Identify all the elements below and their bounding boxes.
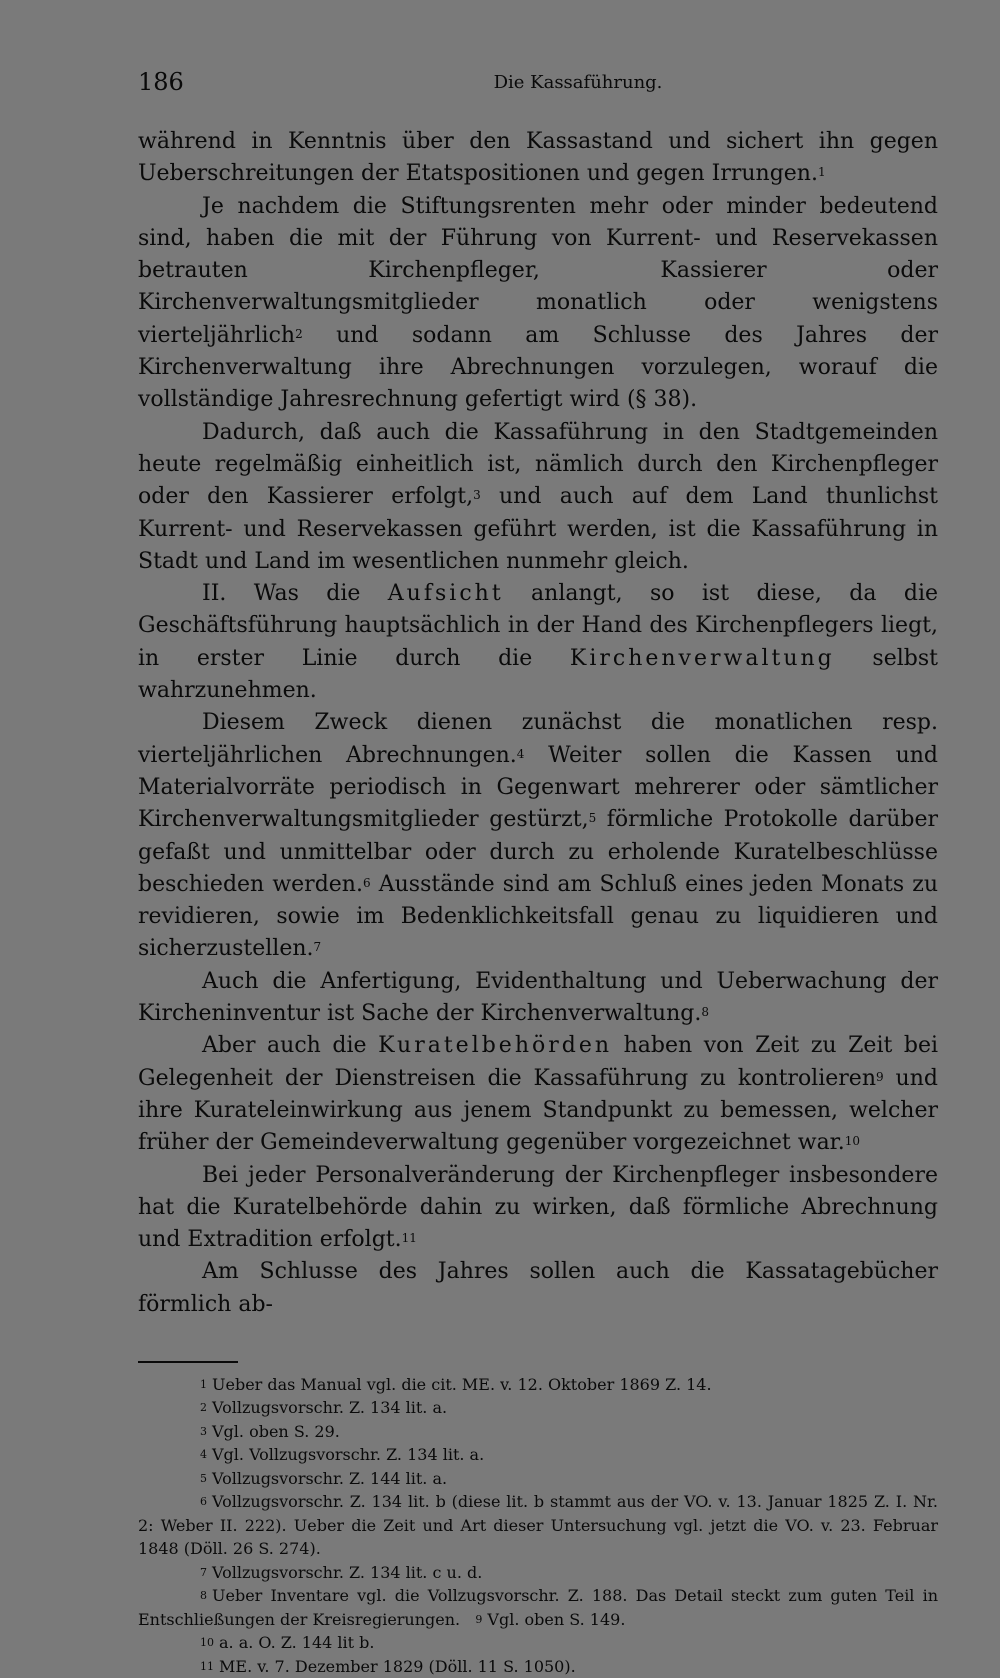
footnote: [138, 1373, 938, 1397]
footnote-text: Vollzugsvorschr. Z. 144 lit. a.: [212, 1468, 448, 1488]
body-text: [138, 126, 938, 1321]
text-segment: Je nachdem die Stiftungsrenten mehr oder minder bedeutend sind, haben die mit der Führung von Kurrent- und Reservekassen betrauten Kirchenpfleger, Kassierer oder Kirchenverwaltungsmitglieder monatlich oder wenigstens vierteljährlich: [138, 193, 938, 348]
text-segment: Dadurch, daß auch die Kassaführung in den Stadtgemeinden heute regelmäßig einheitlich ist, nämlich durch den Kirchenpfleger oder den Kassierer erfolgt,: [138, 419, 938, 510]
footnote-reference: 5: [588, 811, 597, 826]
text-segment: II. Was die: [202, 581, 388, 607]
footnote-text: Vgl. oben S. 29.: [212, 1421, 340, 1441]
footnote-text: Vollzugsvorschr. Z. 134 lit. b (diese lit. b stammt aus der VO. v. 13. Januar 1825 Z. I. Nr. 2: Weber II. 222). Ueber die Zeit und Art dieser Untersuchung vgl. jetzt die VO. v. 23. Februar 1848 (Döll. 26 S. 274).: [138, 1492, 938, 1559]
text-segment: Weiter sollen die Kassen und Materialvorräte periodisch in Gegenwart mehrerer oder sämtlicher Kirchenverwaltungsmitglieder gestürzt,: [138, 742, 938, 833]
footnote-text: Vgl. oben S. 149.: [487, 1609, 626, 1629]
footnote-reference: 2: [295, 326, 303, 341]
footnote-marker: 4: [200, 1448, 207, 1462]
footnote-text: Ueber das Manual vgl. die cit. ME. v. 12. Oktober 1869 Z. 14.: [212, 1374, 712, 1394]
footnote-marker: 5: [200, 1471, 207, 1485]
page-header: [138, 68, 938, 118]
paragraph: [138, 1030, 938, 1159]
paragraph: [138, 966, 938, 1031]
text-segment: Bei jeder Personalveränderung der Kirchenpfleger insbesondere hat die Kuratelbehörde dahin zu wirken, daß förmliche Abrechnung und Extradition erfolgt.: [138, 1162, 938, 1253]
running-head: Die Kassaführung.: [493, 72, 663, 93]
emphasized-text: Aufsicht: [387, 581, 504, 607]
text-segment: Auch die Anfertigung, Evidenthaltung und Ueberwachung der Kircheninventur ist Sache der Kirchenverwaltung.: [138, 968, 938, 1027]
footnote-text: Vollzugsvorschr. Z. 134 lit. a.: [212, 1398, 448, 1418]
footnote-text: Vollzugsvorschr. Z. 134 lit. c u. d.: [212, 1562, 483, 1582]
text-segment: Aber auch die: [202, 1033, 379, 1059]
emphasized-text: Kuratelbehörden: [378, 1033, 613, 1059]
text-segment: während in Kenntnis über den Kassastand und sichert ihn gegen Ueberschreitungen der Etatspositionen und gegen Irrungen.: [138, 129, 938, 187]
book-page: [138, 68, 938, 1678]
footnote-text: ME. v. 7. Dezember 1829 (Döll. 11 S. 1050).: [219, 1656, 576, 1676]
footnote: [138, 1631, 938, 1655]
text-segment: und sodann am Schlusse des Jahres der Kirchenverwaltung ihre Abrechnungen vorzulegen, worauf die vollständige Jahresrechnung gefertigt wird (§ 38).: [138, 322, 938, 413]
footnote-text: Vgl. Vollzugsvorschr. Z. 134 lit. a.: [212, 1445, 485, 1465]
paragraph: [138, 1160, 938, 1257]
text-segment: und auch auf dem Land thunlichst Kurrent- und Reservekassen geführt werden, ist die Kassaführung in Stadt und Land im wesentlichen nunmehr gleich.: [138, 484, 938, 574]
footnote: [138, 1467, 938, 1491]
text-segment: und ihre Kuratelеinwirkung aus jenem Standpunkt zu bemessen, welcher früher der Gemeindeverwaltung gegenüber vorgezeichnet war.: [138, 1065, 938, 1156]
footnote: [138, 1420, 938, 1444]
footnote-reference: 9: [875, 1069, 884, 1084]
footnote-reference: 11: [401, 1231, 417, 1246]
text-segment: anlangt, so ist diese, da die Geschäftsführung hauptsächlich in der Hand des Kirchenpflegers liegt, in erster Linie durch die: [138, 581, 938, 671]
footnote: [138, 1490, 938, 1561]
page-number: 186: [138, 68, 184, 96]
text-segment: selbst wahrzunehmen.: [138, 645, 938, 704]
footnote-marker: 10: [200, 1636, 214, 1650]
text-segment: haben von Zeit zu Zeit bei Gelegenheit der Dienstreisen die Kassaführung zu kontrolieren: [138, 1033, 939, 1091]
text-segment: Ausstände sind am Schluß eines jeden Monats zu revidieren, sowie im Bedenklichkeitsfall genau zu liquidieren und sicherzustellen.: [138, 871, 939, 962]
footnote-marker: 11: [200, 1659, 214, 1673]
emphasized-text: Kirchenverwaltung: [569, 645, 835, 671]
footnote-marker: 9: [475, 1612, 483, 1626]
footnote: [138, 1443, 938, 1467]
footnote-reference: 10: [844, 1134, 861, 1149]
footnote-marker: 8: [200, 1589, 207, 1603]
footnote-reference: 3: [473, 488, 481, 503]
paragraph: [138, 417, 938, 578]
footnote-marker: 1: [200, 1377, 207, 1391]
footnote: [138, 1396, 938, 1420]
footnote: [138, 1655, 938, 1678]
footnote: [138, 1584, 938, 1631]
footnote-rule: [138, 1361, 238, 1363]
paragraph: [138, 126, 938, 191]
footnote-text: a. a. O. Z. 144 lit b.: [219, 1633, 375, 1653]
footnote-reference: 8: [701, 1005, 709, 1020]
footnote-marker: 6: [200, 1495, 207, 1509]
footnote-marker: 3: [200, 1424, 207, 1438]
paragraph: [138, 578, 938, 707]
paragraph: [138, 191, 938, 417]
footnote: [138, 1561, 938, 1585]
footnote-marker: 2: [200, 1401, 207, 1415]
footnote-marker: 7: [200, 1565, 207, 1579]
footnote-reference: 1: [817, 165, 826, 180]
text-segment: Diesem Zweck dienen zunächst die monatlichen resp. vierteljährlichen Abrechnungen.: [138, 710, 938, 768]
paragraph: [138, 707, 938, 965]
footnote-text: Ueber Inventare vgl. die Vollzugsvorschr. Z. 188. Das Detail steckt zum guten Teil in Entschließungen der Kreisregierungen.: [138, 1586, 938, 1629]
footnote-reference: 7: [313, 940, 322, 955]
footnote-reference: 6: [362, 875, 371, 890]
text-segment: Am Schlusse des Jahres sollen auch die Kassatagebücher förmlich ab-: [138, 1259, 938, 1317]
footnotes: [138, 1373, 938, 1678]
paragraph: [138, 1256, 938, 1321]
footnote-reference: 4: [516, 746, 525, 761]
text-segment: förmliche Protokolle darüber gefaßt und unmittelbar oder durch zu erholende Kuratelbeschlüsse beschieden werden.: [138, 807, 938, 897]
